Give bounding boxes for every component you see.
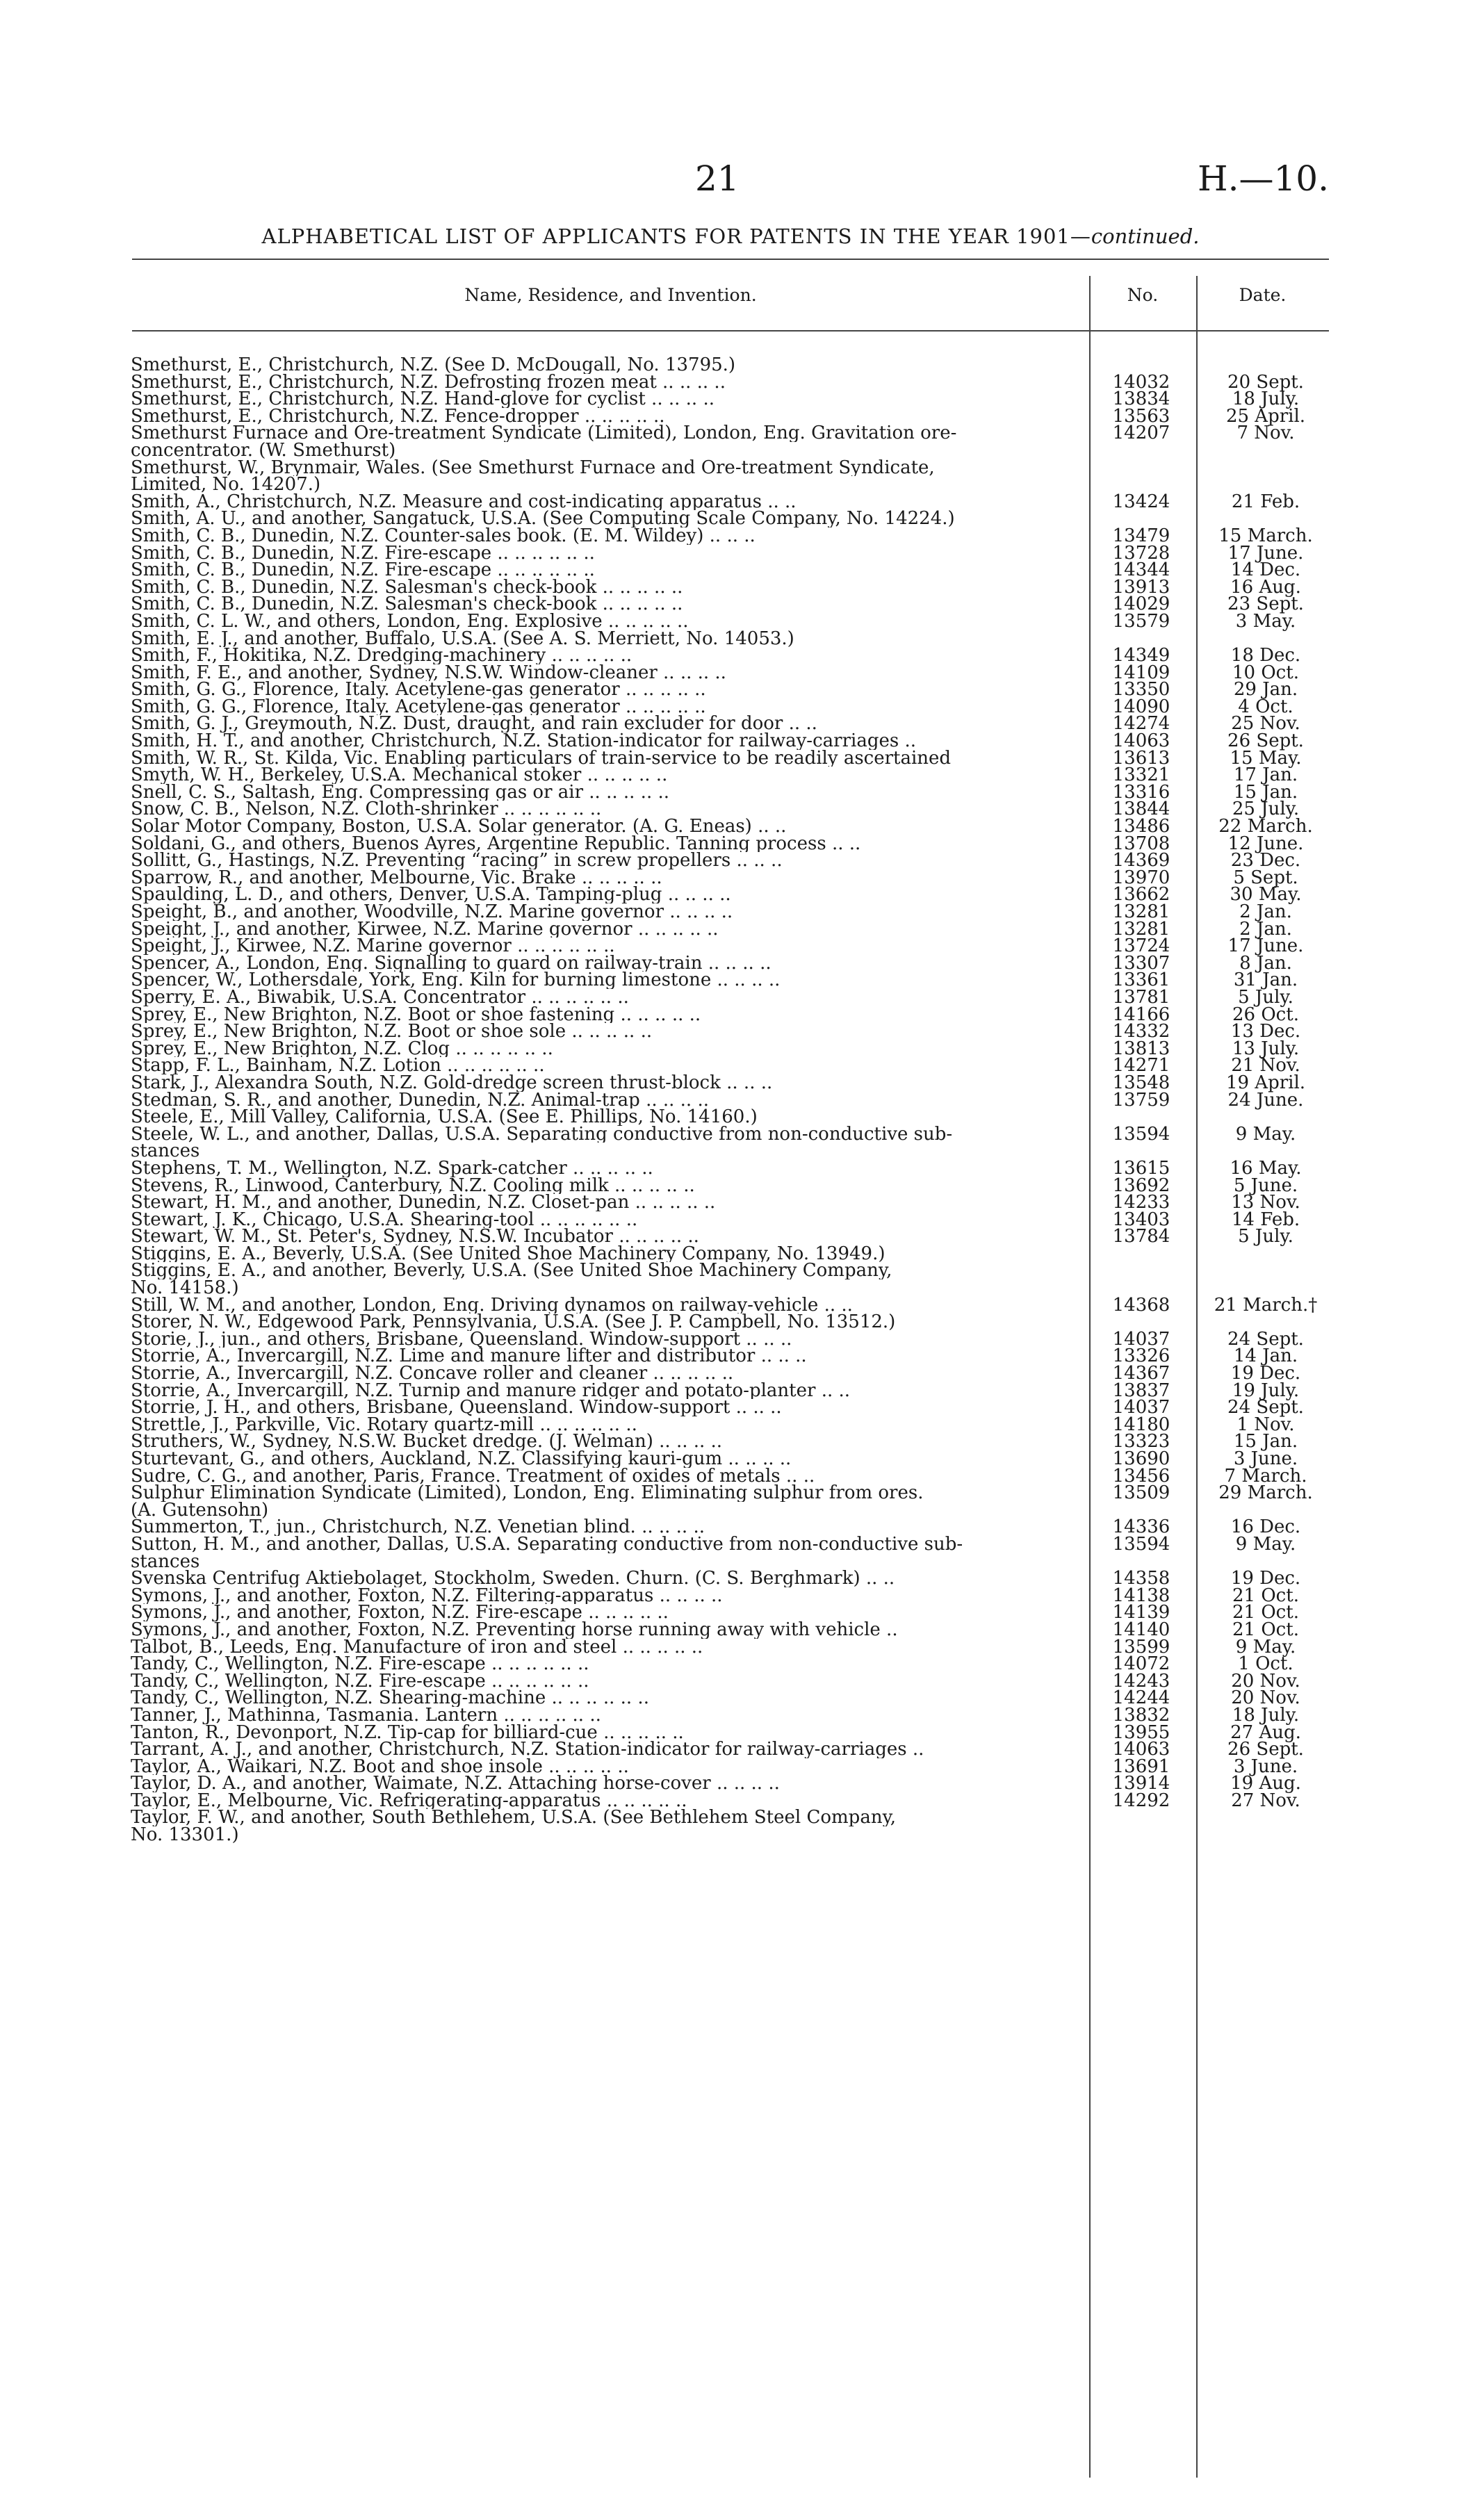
applicant-entry: Struthers, W., Sydney, N.S.W. Bucket dredge. (J. Welman) .. .. .. .. bbox=[131, 1433, 723, 1450]
patent-date: 12 June. bbox=[1227, 833, 1304, 854]
patent-date: 21 Oct. bbox=[1232, 1585, 1299, 1606]
patent-date: 5 June. bbox=[1233, 1175, 1298, 1196]
applicant-entry: Smith, H. T., and another, Christchurch, N.Z. Station-indicator for railway-carriages .. bbox=[131, 733, 916, 750]
applicant-entry: Tandy, C., Wellington, N.Z. Fire-escape .. .. .. .. .. .. bbox=[131, 1655, 589, 1673]
applicant-entry: Sutton, H. M., and another, Dallas, U.S.A. Separating conductive from non-conductive sub- bbox=[131, 1535, 963, 1553]
applicant-entry: Sollitt, G., Hastings, N.Z. Preventing “racing” in screw propellers .. .. .. bbox=[131, 852, 783, 869]
applicant-entry: Taylor, F. W., and another, South Bethlehem, U.S.A. (See Bethlehem Steel Company, bbox=[131, 1809, 897, 1827]
patent-number: 13914 bbox=[1112, 1773, 1170, 1794]
table-row bbox=[131, 730, 1329, 752]
page-title-continued: continued. bbox=[1091, 224, 1200, 248]
patent-date: 19 Dec. bbox=[1230, 1568, 1301, 1589]
applicant-entry: Smith, C. B., Dunedin, N.Z. Counter-sales book. (E. M. Wildey) .. .. .. bbox=[131, 527, 756, 545]
patent-date: 21 Oct. bbox=[1232, 1602, 1299, 1623]
patent-number: 14367 bbox=[1112, 1363, 1170, 1384]
applicant-entry: Stiggins, E. A., Beverly, U.S.A. (See United Shoe Machinery Company, No. 13949.) bbox=[131, 1245, 885, 1263]
applicant-entry: Sprey, E., New Brighton, N.Z. Boot or shoe fastening .. .. .. .. .. bbox=[131, 1006, 701, 1024]
applicant-entry: Limited, No. 14207.) bbox=[131, 476, 321, 493]
patent-date: 3 June. bbox=[1233, 1448, 1298, 1469]
applicant-entry: Storrie, A., Invercargill, N.Z. Lime and manure lifter and distributor .. .. .. bbox=[131, 1348, 807, 1366]
patent-date: 23 Dec. bbox=[1230, 850, 1301, 872]
patent-number: 14292 bbox=[1112, 1790, 1170, 1811]
patent-number: 13281 bbox=[1112, 918, 1170, 940]
patent-date: 21 Oct. bbox=[1232, 1619, 1299, 1640]
applicant-entry: stances bbox=[131, 1553, 200, 1571]
patent-date: 13 Nov. bbox=[1231, 1192, 1300, 1213]
applicant-entry: Speight, J., Kirwee, N.Z. Marine governor .. .. .. .. .. .. bbox=[131, 938, 615, 955]
column-header-name: Name, Residence, and Invention. bbox=[464, 285, 757, 305]
patent-date: 21 Feb. bbox=[1231, 491, 1300, 512]
patent-number: 13970 bbox=[1112, 867, 1170, 888]
patent-date: 13 Dec. bbox=[1230, 1021, 1301, 1042]
patent-date: 18 July. bbox=[1232, 388, 1300, 410]
applicant-entry: Spencer, A., London, Eng. Signalling to guard on railway-train .. .. .. .. bbox=[131, 954, 772, 972]
table-row bbox=[131, 1809, 1329, 1826]
applicant-entry: Steele, W. L., and another, Dallas, U.S.A. Separating conductive from non-conductive sub- bbox=[131, 1125, 953, 1143]
patent-number: 14336 bbox=[1112, 1516, 1170, 1538]
applicant-entry: Speight, J., and another, Kirwee, N.Z. Marine governor .. .. .. .. .. bbox=[131, 920, 719, 938]
patent-number: 13615 bbox=[1112, 1157, 1170, 1179]
applicant-entry: Snell, C. S., Saltash, Eng. Compressing gas or air .. .. .. .. .. bbox=[131, 783, 669, 801]
patent-date: 15 March. bbox=[1218, 525, 1313, 546]
applicant-entry: Smith, C. L. W., and others, London, Eng. Explosive .. .. .. .. .. bbox=[131, 612, 689, 630]
applicant-entry: concentrator. (W. Smethurst) bbox=[131, 441, 396, 459]
patent-date: 24 Sept. bbox=[1227, 1397, 1304, 1418]
table-row bbox=[131, 986, 1329, 1008]
applicant-entry: Smith, G. G., Florence, Italy. Acetylene-gas generator .. .. .. .. .. bbox=[131, 698, 706, 716]
applicant-entry: Smith, E. J., and another, Buffalo, U.S.A. (See A. S. Merriett, No. 14053.) bbox=[131, 630, 794, 648]
patent-date: 18 July. bbox=[1232, 1704, 1300, 1726]
applicant-entry: Sperry, E. A., Biwabik, U.S.A. Concentrator .. .. .. .. .. .. bbox=[131, 988, 629, 1006]
patent-number: 13834 bbox=[1112, 388, 1170, 410]
patent-date: 2 Jan. bbox=[1239, 901, 1292, 922]
table-row bbox=[131, 1228, 1329, 1245]
patent-date: 1 Nov. bbox=[1236, 1414, 1295, 1435]
page-number: 21 bbox=[695, 158, 740, 199]
patent-number: 13913 bbox=[1112, 576, 1170, 598]
applicant-entry: Smethurst, E., Christchurch, N.Z. (See D. McDougall, No. 13795.) bbox=[131, 357, 736, 374]
patent-number: 13955 bbox=[1112, 1721, 1170, 1743]
patent-date: 3 June. bbox=[1233, 1756, 1298, 1777]
applicant-entry: Strettle, J., Parkville, Vic. Rotary quartz-mill .. .. .. .. .. .. bbox=[131, 1416, 637, 1434]
table-row bbox=[131, 610, 1329, 632]
patent-number: 13594 bbox=[1112, 1123, 1170, 1145]
patent-number: 13361 bbox=[1112, 969, 1170, 991]
patent-date: 26 Sept. bbox=[1227, 730, 1304, 752]
patent-number: 14271 bbox=[1112, 1055, 1170, 1077]
patent-number: 13479 bbox=[1112, 525, 1170, 546]
patent-number: 13813 bbox=[1112, 1038, 1170, 1059]
patent-number: 13728 bbox=[1112, 542, 1170, 564]
applicant-entry: Smith, G. J., Greymouth, N.Z. Dust, draught, and rain excluder for door .. .. bbox=[131, 715, 817, 733]
patent-date: 5 July. bbox=[1238, 986, 1293, 1008]
applicant-entry: Tandy, C., Wellington, N.Z. Fire-escape .. .. .. .. .. .. bbox=[131, 1672, 589, 1690]
table-row bbox=[131, 1157, 1329, 1179]
applicant-entry: Spencer, W., Lothersdale, York, Eng. Kiln for burning limestone .. .. .. .. bbox=[131, 972, 781, 989]
patent-date: 3 May. bbox=[1235, 610, 1296, 632]
applicant-entry: Sprey, E., New Brighton, N.Z. Boot or shoe sole .. .. .. .. .. bbox=[131, 1023, 653, 1040]
patent-number: 13548 bbox=[1112, 1072, 1170, 1093]
applicant-entry: Spaulding, L. D., and others, Denver, U.S.A. Tamping-plug .. .. .. .. bbox=[131, 886, 731, 903]
patent-number: 14072 bbox=[1112, 1653, 1170, 1675]
patent-date: 23 Sept. bbox=[1227, 594, 1304, 615]
applicant-entry: stances bbox=[131, 1143, 200, 1160]
patent-number: 14274 bbox=[1112, 713, 1170, 735]
applicant-entry: Storie, J., jun., and others, Brisbane, Queensland. Window-support .. .. .. bbox=[131, 1330, 792, 1348]
patent-date: 19 July. bbox=[1232, 1380, 1300, 1401]
patent-number: 13281 bbox=[1112, 901, 1170, 922]
patent-number: 13837 bbox=[1112, 1380, 1170, 1401]
table-row bbox=[131, 1194, 1329, 1211]
patent-number: 13781 bbox=[1112, 986, 1170, 1008]
applicant-entry: Stewart, J. K., Chicago, U.S.A. Shearing-tool .. .. .. .. .. .. bbox=[131, 1211, 638, 1229]
table-row bbox=[131, 1826, 1329, 1844]
applicant-entry: Smethurst, E., Christchurch, N.Z. Hand-glove for cyclist .. .. .. .. bbox=[131, 391, 715, 408]
table-row bbox=[131, 1279, 1329, 1297]
patent-number: 13844 bbox=[1112, 799, 1170, 820]
table-row bbox=[131, 357, 1329, 374]
patent-number: 14369 bbox=[1112, 850, 1170, 872]
patent-date: 25 July. bbox=[1232, 799, 1300, 820]
patent-date: 5 July. bbox=[1238, 1226, 1293, 1247]
table-row bbox=[131, 459, 1329, 477]
applicant-entry: Smethurst Furnace and Ore-treatment Syndicate (Limited), London, Eng. Gravitation ore- bbox=[131, 425, 957, 442]
applicant-entry: Taylor, D. A., and another, Waimate, N.Z. Attaching horse-cover .. .. .. .. bbox=[131, 1775, 780, 1792]
patent-number: 14029 bbox=[1112, 594, 1170, 615]
applicant-entry: Solar Motor Company, Boston, U.S.A. Solar generator. (A. G. Eneas) .. .. bbox=[131, 818, 787, 835]
applicant-entry: Taylor, E., Melbourne, Vic. Refrigerating-apparatus .. .. .. .. .. bbox=[131, 1792, 687, 1810]
patent-number: 14243 bbox=[1112, 1670, 1170, 1692]
patent-date: 20 Nov. bbox=[1231, 1687, 1300, 1709]
applicant-entry: Symons, J., and another, Foxton, N.Z. Filtering-apparatus .. .. .. .. bbox=[131, 1587, 723, 1605]
patent-date: 29 Jan. bbox=[1233, 679, 1298, 701]
patent-number: 13579 bbox=[1112, 610, 1170, 632]
patent-date: 29 March. bbox=[1218, 1482, 1313, 1504]
patent-date: 5 Sept. bbox=[1233, 867, 1298, 888]
patent-number: 13321 bbox=[1112, 764, 1170, 786]
patent-number: 14037 bbox=[1112, 1328, 1170, 1350]
title-rule bbox=[132, 259, 1329, 260]
applicant-entry: Still, W. M., and another, London, Eng. Driving dynamos on railway-vehicle .. .. bbox=[131, 1296, 853, 1314]
patent-date: 21 March.† bbox=[1214, 1294, 1318, 1316]
applicant-entry: Speight, B., and another, Woodville, N.Z. Marine governor .. .. .. .. bbox=[131, 903, 733, 921]
patent-date: 7 March. bbox=[1224, 1465, 1307, 1487]
patent-number: 13724 bbox=[1112, 935, 1170, 957]
patent-date: 19 Aug. bbox=[1230, 1773, 1301, 1794]
applicant-entry: Stark, J., Alexandra South, N.Z. Gold-dredge screen thrust-block .. .. .. bbox=[131, 1074, 773, 1092]
patent-date: 15 Jan. bbox=[1233, 1431, 1298, 1453]
patent-number: 14349 bbox=[1112, 645, 1170, 666]
patent-number: 14032 bbox=[1112, 371, 1170, 393]
patent-date: 24 Sept. bbox=[1227, 1328, 1304, 1350]
patent-date: 27 Aug. bbox=[1230, 1721, 1301, 1743]
patent-date: 20 Sept. bbox=[1227, 371, 1304, 393]
patent-date: 9 May. bbox=[1235, 1123, 1296, 1145]
applicant-entry: Sprey, E., New Brighton, N.Z. Clog .. .. .. .. .. .. bbox=[131, 1040, 553, 1058]
applicant-entry: Smith, G. G., Florence, Italy. Acetylene-gas generator .. .. .. .. .. bbox=[131, 681, 706, 698]
applicant-entry: Storer, N. W., Edgewood Park, Pennsylvania, U.S.A. (See J. P. Campbell, No. 13512.) bbox=[131, 1314, 896, 1331]
patent-date: 26 Oct. bbox=[1232, 1004, 1299, 1025]
table-row bbox=[131, 1704, 1329, 1726]
table-row bbox=[131, 1123, 1329, 1145]
table-row bbox=[131, 647, 1329, 664]
applicant-entry: Smith, C. B., Dunedin, N.Z. Salesman's check-book .. .. .. .. .. bbox=[131, 578, 683, 596]
patent-date: 19 April. bbox=[1225, 1072, 1306, 1093]
applicant-entry: Storrie, J. H., and others, Brisbane, Queensland. Window-support .. .. .. bbox=[131, 1399, 782, 1416]
patent-date: 14 Dec. bbox=[1230, 559, 1301, 581]
applicant-entry: Smethurst, E., Christchurch, N.Z. Defrosting frozen meat .. .. .. .. bbox=[131, 373, 726, 391]
applicant-entry: No. 14158.) bbox=[131, 1279, 239, 1297]
applicant-entry: Sparrow, R., and another, Melbourne, Vic. Brake .. .. .. .. .. bbox=[131, 869, 662, 887]
applicant-entry: Smith, C. B., Dunedin, N.Z. Salesman's check-book .. .. .. .. .. bbox=[131, 596, 683, 613]
patent-number: 13326 bbox=[1112, 1345, 1170, 1367]
applicant-entry: Smith, C. B., Dunedin, N.Z. Fire-escape .. .. .. .. .. .. bbox=[131, 544, 595, 562]
patent-date: 13 July. bbox=[1232, 1038, 1300, 1059]
patent-number: 14233 bbox=[1112, 1192, 1170, 1213]
column-header-date: Date. bbox=[1239, 285, 1287, 305]
patent-number: 13307 bbox=[1112, 952, 1170, 974]
patent-date: 20 Nov. bbox=[1231, 1670, 1300, 1692]
applicant-entry: (A. Gutensohn) bbox=[131, 1501, 269, 1519]
applicant-entry: Tanton, R., Devonport, N.Z. Tip-cap for billiard-cue .. .. .. .. .. bbox=[131, 1724, 684, 1742]
patent-number: 13692 bbox=[1112, 1175, 1170, 1196]
applicant-entry: Storrie, A., Invercargill, N.Z. Turnip and manure ridger and potato-planter .. .. bbox=[131, 1382, 851, 1400]
applicant-entry: Stevens, R., Linwood, Canterbury, N.Z. Cooling milk .. .. .. .. .. bbox=[131, 1177, 695, 1195]
table-row bbox=[131, 493, 1329, 511]
patent-date: 16 Aug. bbox=[1230, 576, 1301, 598]
patent-date: 25 April. bbox=[1225, 405, 1306, 427]
patent-number: 14244 bbox=[1112, 1687, 1170, 1709]
table-row bbox=[131, 818, 1329, 835]
patent-date: 4 Oct. bbox=[1238, 696, 1293, 717]
patent-date: 8 Jan. bbox=[1239, 952, 1292, 974]
patent-date: 21 Nov. bbox=[1231, 1055, 1300, 1077]
patent-number: 14180 bbox=[1112, 1414, 1170, 1435]
patent-date: 17 June. bbox=[1227, 935, 1304, 957]
patent-date: 24 June. bbox=[1227, 1089, 1304, 1111]
table-row bbox=[131, 1074, 1329, 1092]
patent-number: 14207 bbox=[1112, 423, 1170, 444]
column-header-number: No. bbox=[1127, 285, 1159, 305]
applicant-entry: Sudre, C. G., and another, Paris, France. Treatment of oxides of metals .. .. bbox=[131, 1467, 815, 1485]
table-row bbox=[131, 1262, 1329, 1279]
patent-number: 13690 bbox=[1112, 1448, 1170, 1469]
applicant-entry: Tanner, J., Mathinna, Tasmania. Lantern .. .. .. .. .. .. bbox=[131, 1706, 601, 1724]
header-rule bbox=[132, 330, 1329, 332]
patent-number: 13424 bbox=[1112, 491, 1170, 512]
applicant-list bbox=[131, 357, 1329, 1844]
patent-number: 14037 bbox=[1112, 1397, 1170, 1418]
table-row bbox=[131, 1533, 1329, 1555]
patent-number: 14344 bbox=[1112, 559, 1170, 581]
applicant-entry: Smith, W. R., St. Kilda, Vic. Enabling particulars of train-service to be readily ascertained bbox=[131, 749, 952, 767]
applicant-entry: Snow, C. B., Nelson, N.Z. Cloth-shrinker .. .. .. .. .. .. bbox=[131, 801, 602, 819]
applicant-entry: Talbot, B., Leeds, Eng. Manufacture of iron and steel .. .. .. .. .. bbox=[131, 1638, 703, 1656]
patent-date: 16 May. bbox=[1230, 1157, 1302, 1179]
patent-date: 17 June. bbox=[1227, 542, 1304, 564]
patent-date: 18 Dec. bbox=[1230, 645, 1301, 666]
table-row bbox=[131, 903, 1329, 921]
applicant-entry: Smethurst, W., Brynmair, Wales. (See Smethurst Furnace and Ore-treatment Syndicate, bbox=[131, 459, 935, 477]
table-row bbox=[131, 1621, 1329, 1639]
patent-number: 14140 bbox=[1112, 1619, 1170, 1640]
applicant-entry: Smith, F., Hokitika, N.Z. Dredging-machinery .. .. .. .. .. bbox=[131, 647, 632, 664]
patent-number: 13403 bbox=[1112, 1209, 1170, 1230]
table-row bbox=[131, 442, 1329, 459]
table-row bbox=[131, 1484, 1329, 1502]
patent-date: 31 Jan. bbox=[1233, 969, 1298, 991]
patent-number: 13662 bbox=[1112, 884, 1170, 906]
applicant-entry: Sulphur Elimination Syndicate (Limited), London, Eng. Eliminating sulphur from ores. bbox=[131, 1484, 924, 1502]
patent-date: 7 Nov. bbox=[1236, 423, 1295, 444]
table-row bbox=[131, 425, 1329, 442]
patent-date: 25 Nov. bbox=[1231, 713, 1300, 735]
applicant-entry: Stapp, F. L., Bainham, N.Z. Lotion .. .. .. .. .. .. bbox=[131, 1057, 545, 1074]
table-row bbox=[131, 1294, 1329, 1316]
table-row bbox=[131, 1792, 1329, 1810]
page-title bbox=[132, 224, 1329, 249]
patent-number: 14090 bbox=[1112, 696, 1170, 717]
patent-number: 13691 bbox=[1112, 1756, 1170, 1777]
applicant-entry: Stedman, S. R., and another, Dunedin, N.Z. Animal-trap .. .. .. .. bbox=[131, 1091, 709, 1109]
patent-date: 2 Jan. bbox=[1239, 918, 1292, 940]
patent-number: 14109 bbox=[1112, 662, 1170, 683]
applicant-entry: Stephens, T. M., Wellington, N.Z. Spark-catcher .. .. .. .. .. bbox=[131, 1159, 653, 1177]
applicant-entry: Storrie, A., Invercargill, N.Z. Concave roller and cleaner .. .. .. .. .. bbox=[131, 1365, 734, 1382]
patent-number: 13509 bbox=[1112, 1482, 1170, 1504]
patent-date: 16 Dec. bbox=[1230, 1516, 1301, 1538]
applicant-entry: Sturtevant, G., and others, Auckland, N.Z. Classifying kauri-gum .. .. .. .. bbox=[131, 1450, 792, 1468]
patent-number: 14139 bbox=[1112, 1602, 1170, 1623]
patent-number: 14358 bbox=[1112, 1568, 1170, 1589]
applicant-entry: Svenska Centrifug Aktiebolaget, Stockholm, Sweden. Churn. (C. S. Berghmark) .. .. bbox=[131, 1570, 895, 1587]
applicant-entry: Stiggins, E. A., and another, Beverly, U.S.A. (See United Shoe Machinery Company, bbox=[131, 1262, 892, 1280]
applicant-entry: Symons, J., and another, Foxton, N.Z. Preventing horse running away with vehicle .. bbox=[131, 1621, 898, 1639]
patent-date: 15 Jan. bbox=[1233, 781, 1298, 803]
applicant-entry: Smith, A., Christchurch, N.Z. Measure and cost-indicating apparatus .. .. bbox=[131, 493, 797, 511]
patent-date: 10 Oct. bbox=[1232, 662, 1299, 683]
patent-date: 9 May. bbox=[1235, 1636, 1296, 1658]
applicant-entry: No. 13301.) bbox=[131, 1826, 239, 1844]
applicant-entry: Stewart, W. M., St. Peter's, Sydney, N.S.W. Incubator .. .. .. .. .. bbox=[131, 1228, 699, 1245]
applicant-entry: Smethurst, E., Christchurch, N.Z. Fence-dropper .. .. .. .. .. bbox=[131, 407, 665, 425]
patent-number: 13316 bbox=[1112, 781, 1170, 803]
patent-date: 27 Nov. bbox=[1231, 1790, 1300, 1811]
applicant-entry: Smyth, W. H., Berkeley, U.S.A. Mechanical stoker .. .. .. .. .. bbox=[131, 767, 668, 784]
patent-date: 15 May. bbox=[1230, 747, 1302, 769]
patent-number: 13784 bbox=[1112, 1226, 1170, 1247]
patent-number: 13599 bbox=[1112, 1636, 1170, 1658]
patent-date: 17 Jan. bbox=[1233, 764, 1298, 786]
applicant-entry: Stewart, H. M., and another, Dunedin, N.Z. Closet-pan .. .. .. .. .. bbox=[131, 1194, 716, 1211]
applicant-entry: Tarrant, A. J., and another, Christchurch, N.Z. Station-indicator for railway-carriages .. bbox=[131, 1741, 924, 1758]
patent-date: 1 Oct. bbox=[1238, 1653, 1293, 1675]
table-row bbox=[131, 1365, 1329, 1382]
patent-number: 13759 bbox=[1112, 1089, 1170, 1111]
patent-number: 13350 bbox=[1112, 679, 1170, 701]
patent-number: 13563 bbox=[1112, 405, 1170, 427]
patent-number: 13486 bbox=[1112, 816, 1170, 837]
patent-date: 19 Dec. bbox=[1230, 1363, 1301, 1384]
applicant-entry: Tandy, C., Wellington, N.Z. Shearing-machine .. .. .. .. .. .. bbox=[131, 1689, 649, 1707]
applicant-entry: Smith, F. E., and another, Sydney, N.S.W. Window-cleaner .. .. .. .. bbox=[131, 664, 726, 682]
table-row bbox=[131, 1089, 1329, 1111]
patent-number: 14063 bbox=[1112, 730, 1170, 752]
document-reference: H.—10. bbox=[1197, 158, 1329, 199]
patent-number: 14368 bbox=[1112, 1294, 1170, 1316]
patent-number: 13613 bbox=[1112, 747, 1170, 769]
applicant-entry: Summerton, T., jun., Christchurch, N.Z. Venetian blind. .. .. .. .. bbox=[131, 1519, 705, 1536]
patent-number: 13456 bbox=[1112, 1465, 1170, 1487]
patent-number: 13323 bbox=[1112, 1431, 1170, 1453]
patent-number: 14138 bbox=[1112, 1585, 1170, 1606]
patent-number: 13708 bbox=[1112, 833, 1170, 854]
patent-date: 22 March. bbox=[1218, 816, 1313, 837]
patent-date: 26 Sept. bbox=[1227, 1739, 1304, 1760]
page-title-main: ALPHABETICAL LIST OF APPLICANTS FOR PATENTS IN THE YEAR 1901— bbox=[261, 224, 1091, 248]
patent-number: 14166 bbox=[1112, 1004, 1170, 1025]
applicant-entry: Steele, E., Mill Valley, California, U.S.A. (See E. Phillips, No. 14160.) bbox=[131, 1108, 758, 1126]
applicant-entry: Symons, J., and another, Foxton, N.Z. Fire-escape .. .. .. .. .. bbox=[131, 1604, 669, 1621]
patent-date: 14 Jan. bbox=[1233, 1345, 1298, 1367]
applicant-entry: Smith, C. B., Dunedin, N.Z. Fire-escape .. .. .. .. .. .. bbox=[131, 562, 595, 579]
table-row bbox=[131, 1741, 1329, 1758]
applicant-entry: Soldani, G., and others, Buenos Ayres, Argentine Republic. Tanning process .. .. bbox=[131, 835, 861, 853]
patent-date: 9 May. bbox=[1235, 1533, 1296, 1555]
patent-date: 30 May. bbox=[1230, 884, 1302, 906]
patent-number: 13594 bbox=[1112, 1533, 1170, 1555]
patent-number: 13832 bbox=[1112, 1704, 1170, 1726]
patent-number: 14063 bbox=[1112, 1739, 1170, 1760]
patent-date: 14 Feb. bbox=[1231, 1209, 1300, 1230]
applicant-entry: Taylor, A., Waikari, N.Z. Boot and shoe insole .. .. .. .. .. bbox=[131, 1758, 629, 1776]
table-row bbox=[131, 1245, 1329, 1263]
table-row bbox=[131, 1450, 1329, 1468]
table-row bbox=[131, 527, 1329, 545]
applicant-entry: Smith, A. U., and another, Sangatuck, U.S.A. (See Computing Scale Company, No. 14224.) bbox=[131, 510, 955, 527]
patent-number: 14332 bbox=[1112, 1021, 1170, 1042]
